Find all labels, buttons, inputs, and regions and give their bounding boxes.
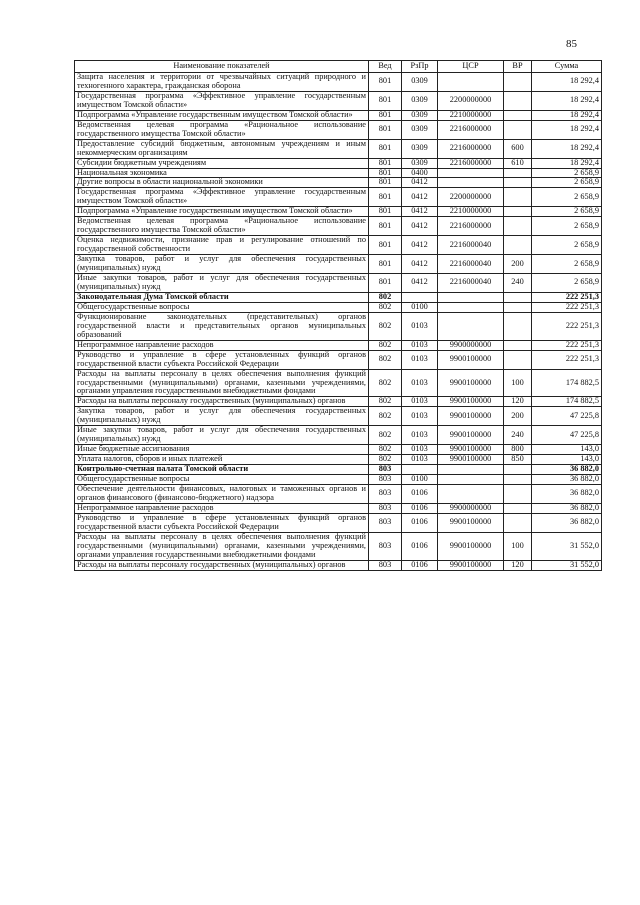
cell-ved: 801 [369,207,402,217]
cell-ved: 801 [369,236,402,255]
cell-sum: 18 292,4 [532,120,602,139]
cell-name: Обеспечение деятельности финансовых, налоговых и таможенных органов и органов финансового (финансово-бюджетного) надзора [75,484,369,503]
cell-name: Защита населения и территории от чрезвычайных ситуаций природного и техногенного характера, гражданская оборона [75,73,369,92]
table-row [75,236,602,255]
cell-rzpr: 0309 [402,120,438,139]
cell-name: Уплата налогов, сборов и иных платежей [75,455,369,465]
cell-rzpr: 0103 [402,312,438,340]
cell-rzpr: 0412 [402,217,438,236]
cell-vr: 200 [504,407,532,426]
cell-csr: 2216000000 [438,217,504,236]
cell-vr: 120 [504,397,532,407]
table-row [75,407,602,426]
cell-ved: 802 [369,312,402,340]
cell-ved: 803 [369,560,402,570]
cell-vr [504,217,532,236]
cell-ved: 801 [369,178,402,188]
cell-csr [438,465,504,475]
cell-vr: 200 [504,255,532,274]
cell-csr: 2216000040 [438,274,504,293]
cell-vr [504,178,532,188]
cell-vr [504,120,532,139]
cell-ved: 801 [369,110,402,120]
cell-sum: 18 292,4 [532,73,602,92]
cell-csr: 2216000000 [438,120,504,139]
cell-rzpr: 0106 [402,560,438,570]
cell-csr: 2216000040 [438,236,504,255]
table-row [75,513,602,532]
table-row [75,340,602,350]
table-row [75,484,602,503]
cell-sum: 222 251,3 [532,302,602,312]
cell-rzpr: 0103 [402,455,438,465]
cell-csr: 9900100000 [438,407,504,426]
cell-sum: 47 225,8 [532,407,602,426]
cell-vr [504,484,532,503]
cell-name: Ведомственная целевая программа «Рациональное использование государственного имущества Томской области» [75,120,369,139]
cell-vr: 100 [504,532,532,560]
table-row [75,217,602,236]
cell-name: Государственная программа «Эффективное управление государственным имуществом Томской области» [75,91,369,110]
cell-csr: 9900000000 [438,340,504,350]
cell-vr [504,236,532,255]
header-ved: Вед [369,61,402,73]
cell-name: Закупка товаров, работ и услуг для обеспечения государственных (муниципальных) нужд [75,255,369,274]
cell-sum: 18 292,4 [532,158,602,168]
cell-csr: 9900100000 [438,513,504,532]
table-row [75,455,602,465]
cell-csr: 9900100000 [438,532,504,560]
cell-name: Закупка товаров, работ и услуг для обеспечения государственных (муниципальных) нужд [75,407,369,426]
cell-name: Непрограммное направление расходов [75,340,369,350]
cell-sum: 2 658,9 [532,236,602,255]
cell-vr [504,91,532,110]
cell-rzpr: 0103 [402,407,438,426]
cell-name: Законодательная Дума Томской области [75,292,369,302]
cell-sum: 18 292,4 [532,139,602,158]
table-header-row [75,61,602,73]
cell-sum: 143,0 [532,455,602,465]
cell-ved: 801 [369,217,402,236]
cell-rzpr: 0103 [402,369,438,397]
cell-sum: 2 658,9 [532,188,602,207]
cell-sum: 18 292,4 [532,91,602,110]
cell-vr [504,340,532,350]
cell-name: Субсидии бюджетным учреждениям [75,158,369,168]
cell-ved: 802 [369,426,402,445]
table-row [75,503,602,513]
cell-sum: 2 658,9 [532,274,602,293]
cell-name: Руководство и управление в сфере установленных функций органов государственной власти субъекта Российской Федерации [75,350,369,369]
cell-csr [438,312,504,340]
cell-sum: 174 882,5 [532,397,602,407]
cell-ved: 801 [369,91,402,110]
cell-vr [504,207,532,217]
cell-name: Расходы на выплаты персоналу в целях обеспечения выполнения функций государственными (муниципальными) органами, казенными учреждениями, органами управления государственными внебюджетными фондами [75,369,369,397]
cell-csr [438,292,504,302]
cell-name: Расходы на выплаты персоналу государственных (муниципальных) органов [75,560,369,570]
table-row [75,168,602,178]
table-row [75,188,602,207]
cell-rzpr: 0100 [402,302,438,312]
cell-ved: 801 [369,158,402,168]
cell-name: Руководство и управление в сфере установленных функций органов государственной власти субъекта Российской Федерации [75,513,369,532]
cell-csr [438,475,504,485]
header-name: Наименование показателей [75,61,369,73]
cell-vr [504,475,532,485]
cell-rzpr: 0412 [402,274,438,293]
cell-vr: 800 [504,445,532,455]
cell-vr [504,188,532,207]
cell-csr: 9900100000 [438,397,504,407]
cell-rzpr: 0106 [402,532,438,560]
cell-vr: 100 [504,369,532,397]
cell-name: Общегосударственные вопросы [75,475,369,485]
cell-sum: 143,0 [532,445,602,455]
cell-ved: 803 [369,503,402,513]
cell-ved: 801 [369,188,402,207]
cell-rzpr: 0103 [402,426,438,445]
cell-sum: 2 658,9 [532,178,602,188]
cell-ved: 802 [369,292,402,302]
cell-sum: 36 882,0 [532,465,602,475]
cell-vr: 240 [504,426,532,445]
cell-csr: 2216000000 [438,139,504,158]
cell-csr: 2216000000 [438,158,504,168]
cell-ved: 802 [369,302,402,312]
cell-name: Непрограммное направление расходов [75,503,369,513]
cell-rzpr: 0309 [402,139,438,158]
cell-sum: 31 552,0 [532,532,602,560]
cell-vr [504,465,532,475]
cell-csr [438,73,504,92]
cell-ved: 801 [369,255,402,274]
cell-name: Расходы на выплаты персоналу в целях обеспечения выполнения функций государственными (муниципальными) органами, казенными учреждениями, органами управления государственными внебюджетными фондами [75,532,369,560]
cell-rzpr: 0412 [402,255,438,274]
cell-vr: 120 [504,560,532,570]
table-row [75,91,602,110]
cell-csr: 9900100000 [438,445,504,455]
cell-rzpr: 0309 [402,91,438,110]
cell-ved: 803 [369,484,402,503]
cell-ved: 803 [369,475,402,485]
cell-rzpr: 0412 [402,188,438,207]
cell-sum: 36 882,0 [532,513,602,532]
table-row [75,397,602,407]
cell-ved: 801 [369,139,402,158]
cell-rzpr: 0309 [402,158,438,168]
cell-rzpr: 0412 [402,178,438,188]
cell-ved: 802 [369,455,402,465]
cell-sum: 222 251,3 [532,312,602,340]
cell-vr: 610 [504,158,532,168]
cell-csr: 2200000000 [438,188,504,207]
table-row [75,158,602,168]
budget-table [74,60,602,571]
header-rzpr: РзПр [402,61,438,73]
cell-rzpr: 0400 [402,168,438,178]
table-row [75,312,602,340]
cell-name: Иные бюджетные ассигнования [75,445,369,455]
table-row [75,475,602,485]
cell-sum: 2 658,9 [532,168,602,178]
cell-sum: 36 882,0 [532,475,602,485]
cell-csr: 2216000040 [438,255,504,274]
cell-ved: 802 [369,407,402,426]
cell-rzpr: 0103 [402,445,438,455]
cell-vr [504,292,532,302]
table-row [75,207,602,217]
table-row [75,445,602,455]
cell-vr [504,503,532,513]
cell-vr [504,312,532,340]
cell-csr: 9900100000 [438,560,504,570]
table-row [75,120,602,139]
cell-name: Оценка недвижимости, признание прав и регулирование отношений по государственной собственности [75,236,369,255]
cell-csr: 9900100000 [438,369,504,397]
cell-rzpr: 0309 [402,110,438,120]
cell-vr: 850 [504,455,532,465]
table-row [75,139,602,158]
cell-csr: 9900100000 [438,455,504,465]
cell-csr [438,168,504,178]
cell-sum: 36 882,0 [532,484,602,503]
cell-vr: 600 [504,139,532,158]
table-row [75,532,602,560]
cell-name: Другие вопросы в области национальной экономики [75,178,369,188]
cell-name: Ведомственная целевая программа «Рациональное использование государственного имущества Томской области» [75,217,369,236]
cell-vr [504,302,532,312]
cell-rzpr [402,292,438,302]
cell-ved: 801 [369,73,402,92]
cell-csr [438,178,504,188]
cell-rzpr: 0103 [402,397,438,407]
cell-rzpr: 0106 [402,503,438,513]
cell-csr [438,484,504,503]
cell-sum: 222 251,3 [532,340,602,350]
cell-sum: 222 251,3 [532,292,602,302]
cell-csr: 2210000000 [438,110,504,120]
cell-name: Контрольно-счетная палата Томской области [75,465,369,475]
cell-name: Иные закупки товаров, работ и услуг для обеспечения государственных (муниципальных) нужд [75,426,369,445]
table-row [75,110,602,120]
cell-name: Функционирование законодательных (представительных) органов государственной власти и представительных органов муниципальных образований [75,312,369,340]
table-row [75,274,602,293]
cell-ved: 802 [369,445,402,455]
cell-name: Предоставление субсидий бюджетным, автономным учреждениям и иным некоммерческим организациям [75,139,369,158]
cell-rzpr: 0412 [402,207,438,217]
header-csr: ЦСР [438,61,504,73]
cell-csr: 2200000000 [438,91,504,110]
cell-sum: 2 658,9 [532,207,602,217]
table-row [75,465,602,475]
table-row [75,73,602,92]
cell-csr: 2210000000 [438,207,504,217]
cell-name: Подпрограмма «Управление государственным имуществом Томской области» [75,207,369,217]
cell-name: Национальная экономика [75,168,369,178]
table-row [75,178,602,188]
cell-ved: 802 [369,369,402,397]
cell-name: Подпрограмма «Управление государственным имуществом Томской области» [75,110,369,120]
cell-csr [438,302,504,312]
cell-name: Государственная программа «Эффективное управление государственным имуществом Томской области» [75,188,369,207]
cell-rzpr: 0106 [402,484,438,503]
cell-name: Расходы на выплаты персоналу государственных (муниципальных) органов [75,397,369,407]
cell-sum: 31 552,0 [532,560,602,570]
table-row [75,292,602,302]
cell-rzpr: 0412 [402,236,438,255]
cell-sum: 18 292,4 [532,110,602,120]
page-number: 85 [566,38,577,50]
cell-ved: 801 [369,120,402,139]
cell-vr [504,110,532,120]
cell-rzpr: 0103 [402,340,438,350]
cell-csr: 9900100000 [438,350,504,369]
cell-name: Иные закупки товаров, работ и услуг для обеспечения государственных (муниципальных) нужд [75,274,369,293]
cell-csr: 9900000000 [438,503,504,513]
table-row [75,369,602,397]
table-row [75,560,602,570]
cell-rzpr: 0100 [402,475,438,485]
table-row [75,255,602,274]
cell-rzpr: 0106 [402,513,438,532]
cell-rzpr: 0309 [402,73,438,92]
table-row [75,302,602,312]
cell-vr [504,350,532,369]
table-row [75,350,602,369]
cell-sum: 47 225,8 [532,426,602,445]
cell-ved: 802 [369,397,402,407]
cell-vr: 240 [504,274,532,293]
cell-ved: 803 [369,465,402,475]
cell-rzpr [402,465,438,475]
cell-ved: 802 [369,340,402,350]
cell-sum: 2 658,9 [532,255,602,274]
cell-sum: 222 251,3 [532,350,602,369]
cell-vr [504,513,532,532]
cell-name: Общегосударственные вопросы [75,302,369,312]
cell-ved: 802 [369,350,402,369]
header-vr: ВР [504,61,532,73]
table-body [75,73,602,571]
table-row [75,426,602,445]
cell-vr [504,168,532,178]
cell-rzpr: 0103 [402,350,438,369]
header-sum: Сумма [532,61,602,73]
cell-sum: 2 658,9 [532,217,602,236]
cell-ved: 803 [369,532,402,560]
cell-ved: 801 [369,274,402,293]
cell-vr [504,73,532,92]
cell-csr: 9900100000 [438,426,504,445]
cell-ved: 803 [369,513,402,532]
cell-ved: 801 [369,168,402,178]
cell-sum: 36 882,0 [532,503,602,513]
cell-sum: 174 882,5 [532,369,602,397]
